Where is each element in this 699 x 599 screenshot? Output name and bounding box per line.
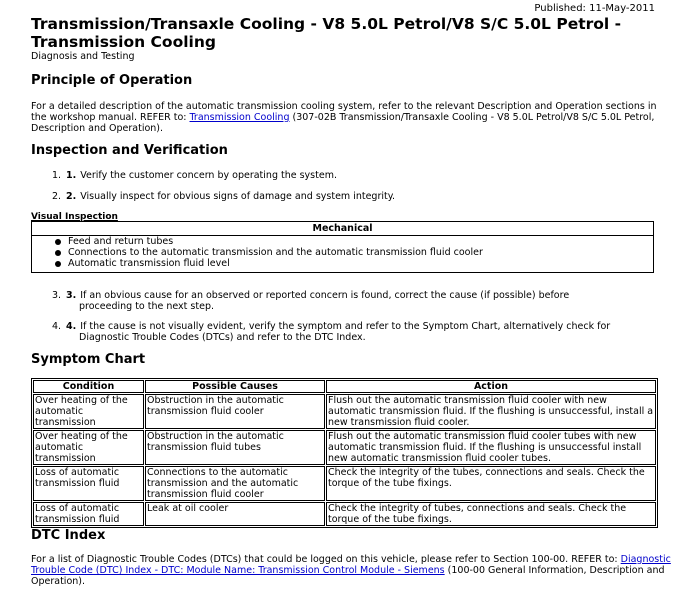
- step-number: 3.: [52, 290, 62, 301]
- list-item: Automatic transmission fluid level: [68, 258, 653, 269]
- list-item: Feed and return tubes: [68, 236, 653, 247]
- step-text: Visually inspect for obvious signs of damage and system integrity.: [80, 191, 396, 202]
- principle-text-after: (307-02B Transmission/Transaxle Cooling - V8 5.0L Petrol/V8 S/C 5.0L Petrol, Description and Operation).: [31, 112, 655, 134]
- page-subtitle: Diagnosis and Testing: [31, 51, 135, 62]
- action-cell: Flush out the automatic transmission fluid cooler tubes with new automatic transmission fluid. If the flushing is unsuccessful install new automatic transmission fluid cooler tubes.: [326, 430, 656, 465]
- dtc-text-after: (100-00 General Information, Description and Operation).: [31, 565, 665, 587]
- column-header: Possible Causes: [145, 380, 325, 393]
- cause-cell: Obstruction in the automatic transmission fluid tubes: [145, 430, 325, 465]
- transmission-cooling-link[interactable]: Transmission Cooling: [189, 112, 290, 123]
- principle-text: For a detailed description of the automatic transmission cooling system, refer to the relevant Description and Operation sections in the workshop manual. REFER to:: [31, 101, 657, 123]
- action-cell: Check the integrity of the tubes, connections and seals. Check the torque of the tube fixings.: [326, 466, 656, 501]
- step-text-continued: Diagnostic Trouble Codes (DTCs) and refer to the DTC Index.: [79, 332, 366, 343]
- column-header: Condition: [33, 380, 144, 393]
- step-number: 1.: [52, 170, 62, 181]
- symptom-heading: Symptom Chart: [31, 352, 146, 367]
- action-cell: Flush out the automatic transmission fluid cooler with new automatic transmission fluid. If the flushing is unsuccessful, install a new transmission fluid cooler.: [326, 394, 656, 429]
- dtc-paragraph: [31, 554, 671, 587]
- step-number-bold: 2.: [66, 191, 77, 202]
- step-text: Verify the customer concern by operating the system.: [80, 170, 337, 181]
- table-row: [33, 502, 656, 526]
- table-row: [33, 466, 656, 501]
- step-text-continued: proceeding to the next step.: [79, 301, 214, 312]
- visual-inspection-list: [32, 236, 653, 269]
- visual-inspection-label: Visual Inspection: [31, 212, 118, 222]
- condition-cell: Over heating of the automatic transmission: [33, 394, 144, 429]
- table-row: [33, 394, 656, 429]
- principle-heading: Principle of Operation: [31, 73, 193, 88]
- visual-inspection-header: Mechanical: [32, 222, 653, 236]
- step-text: If the cause is not visually evident, verify the symptom and refer to the Symptom Chart, alternatively check for: [80, 321, 611, 332]
- step-3: [52, 290, 652, 312]
- condition-cell: Over heating of the automatic transmission: [33, 430, 144, 465]
- step-1: [52, 170, 652, 181]
- cause-cell: Connections to the automatic transmission and the automatic transmission fluid cooler: [145, 466, 325, 501]
- step-4: [52, 321, 652, 343]
- step-number-bold: 1.: [66, 170, 77, 181]
- visual-inspection-table: [31, 221, 654, 273]
- table-header-row: [33, 380, 656, 393]
- step-number: 2.: [52, 191, 62, 202]
- symptom-table: [31, 378, 658, 528]
- column-header: Action: [326, 380, 656, 393]
- list-item: Connections to the automatic transmission and the automatic transmission fluid cooler: [68, 247, 653, 258]
- principle-paragraph: [31, 101, 671, 134]
- action-cell: Check the integrity of tubes, connections and seals. Check the torque of the tube fixings.: [326, 502, 656, 526]
- step-number-bold: 4.: [66, 321, 77, 332]
- condition-cell: Loss of automatic transmission fluid: [33, 466, 144, 501]
- dtc-text: For a list of Diagnostic Trouble Codes (DTCs) that could be logged on this vehicle, please refer to Section 100-00. REFER to:: [31, 554, 621, 565]
- dtc-heading: DTC Index: [31, 528, 106, 543]
- cause-cell: Leak at oil cooler: [145, 502, 325, 526]
- step-text: If an obvious cause for an observed or reported concern is found, correct the cause (if possible) before: [80, 290, 570, 301]
- inspection-heading: Inspection and Verification: [31, 143, 228, 158]
- page-title: Transmission/Transaxle Cooling - V8 5.0L Petrol/V8 S/C 5.0L Petrol - Transmission Cooling: [31, 15, 622, 51]
- step-number: 4.: [52, 321, 62, 332]
- cause-cell: Obstruction in the automatic transmission fluid cooler: [145, 394, 325, 429]
- step-2: [52, 191, 652, 202]
- published-date: Published: 11-May-2011: [534, 3, 655, 14]
- condition-cell: Loss of automatic transmission fluid: [33, 502, 144, 526]
- table-row: [33, 430, 656, 465]
- step-number-bold: 3.: [66, 290, 77, 301]
- dtc-index-link[interactable]: Diagnostic Trouble Code (DTC) Index - DTC: Module Name: Transmission Control Module - Siemens: [31, 554, 671, 576]
